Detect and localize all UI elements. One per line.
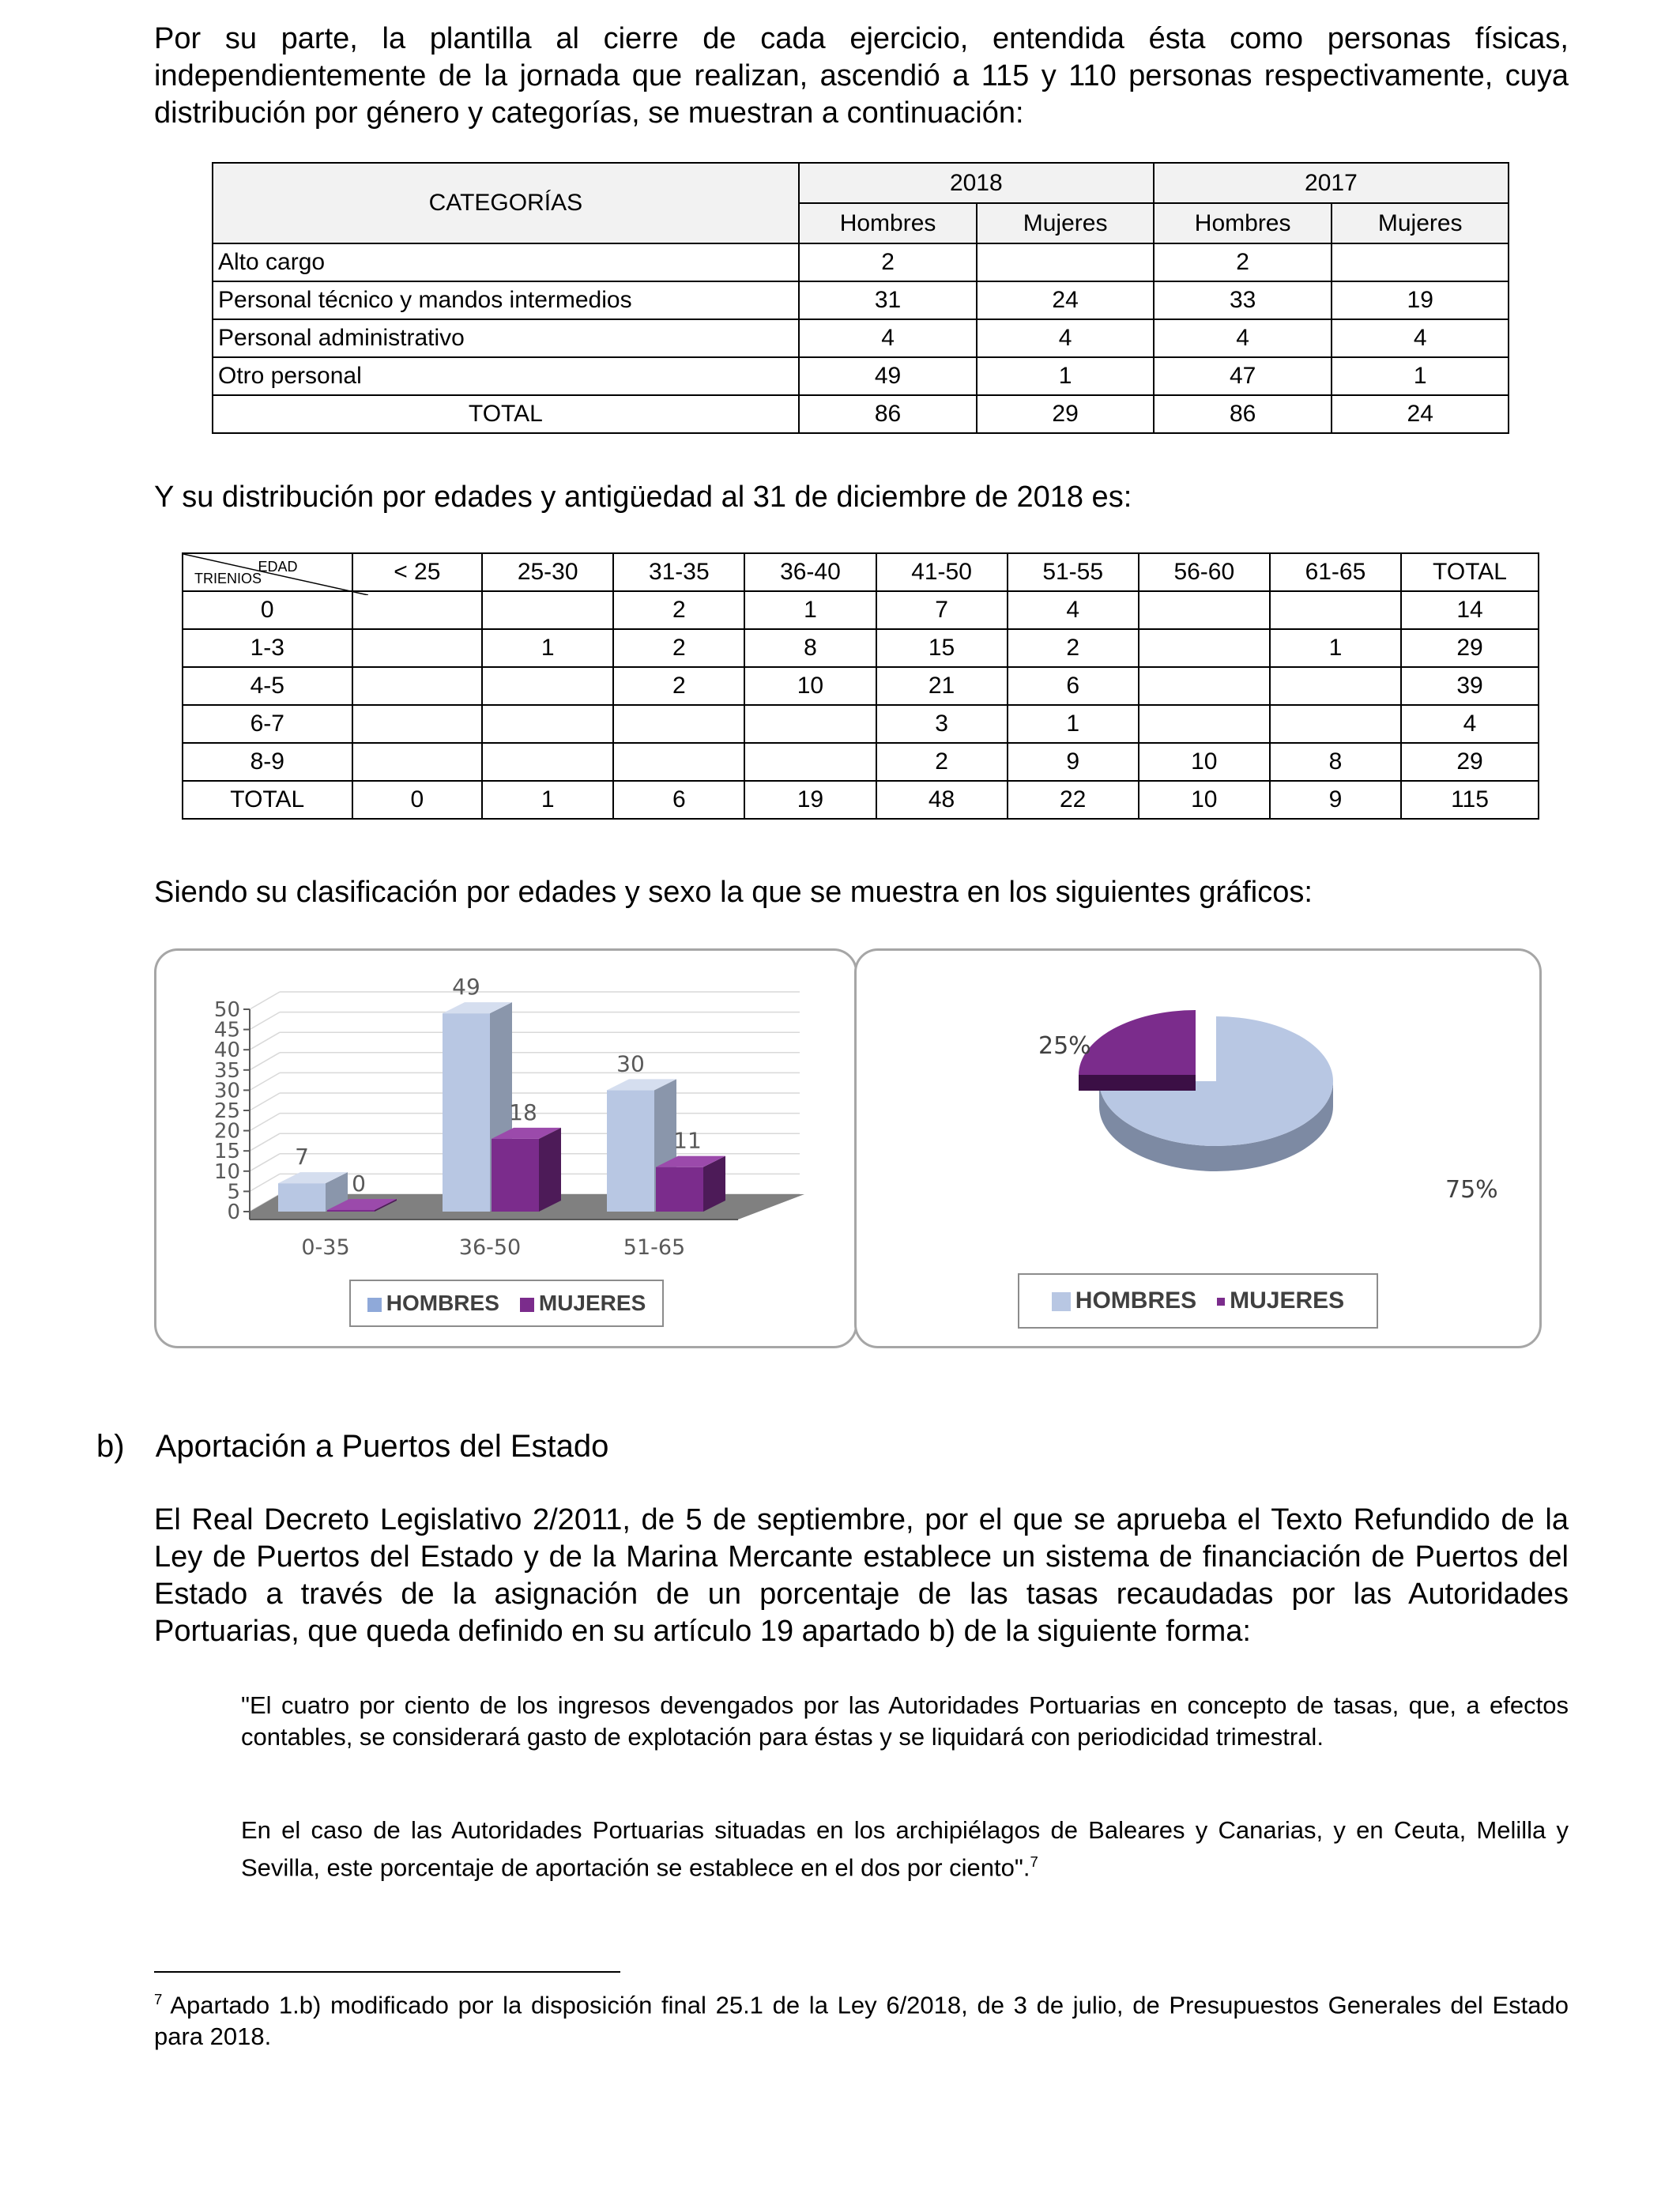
age-value-cell: 9: [1008, 743, 1139, 781]
age-value-cell: [1139, 591, 1270, 629]
age-value-cell: [352, 743, 483, 781]
subheader-mujeres-2017: Mujeres: [1332, 203, 1509, 243]
subheader-mujeres-2018: Mujeres: [977, 203, 1154, 243]
age-value-cell: 19: [744, 781, 876, 819]
x-tick-label: 0-35: [301, 1235, 350, 1260]
age-value-cell: 2: [613, 629, 744, 667]
bar-data-label: 7: [295, 1144, 309, 1171]
category-row: [213, 319, 1509, 357]
age-value-cell: 2: [613, 591, 744, 629]
age-column-header: 36-40: [744, 553, 876, 591]
gridline: [250, 1133, 280, 1151]
x-tick-label: 51-65: [623, 1235, 686, 1260]
category-value-cell: 4: [977, 319, 1154, 357]
trienio-label: 8-9: [183, 743, 352, 781]
category-value-cell: 2: [1154, 243, 1332, 281]
bar-mujeres-front: [656, 1167, 703, 1212]
pie-chart-legend: [1018, 1273, 1378, 1329]
section-b-title: Aportación a Puertos del Estado: [155, 1429, 609, 1464]
legend-label-mujeres: MUJERES: [538, 1291, 646, 1315]
category-label: TOTAL: [213, 395, 799, 433]
age-value-cell: [1270, 705, 1401, 743]
pie-legend-item-hombres: [1052, 1287, 1196, 1314]
age-value-cell: [482, 667, 613, 705]
age-value-cell: [613, 705, 744, 743]
subheader-hombres-2018: Hombres: [799, 203, 977, 243]
pie-label-hombres: 75%: [1445, 1176, 1498, 1204]
section-b-heading: [96, 1429, 608, 1465]
gridline: [250, 1174, 280, 1191]
age-value-cell: [744, 705, 876, 743]
trienio-row: [183, 629, 1539, 667]
age-value-cell: 39: [1401, 667, 1539, 705]
bar-hombres-front: [607, 1090, 654, 1212]
age-column-header: < 25: [352, 553, 483, 591]
legend-swatch-hombres: [367, 1298, 382, 1312]
age-value-cell: 1: [482, 781, 613, 819]
age-value-cell: 8: [744, 629, 876, 667]
category-header: CATEGORÍAS: [213, 163, 799, 243]
bar-data-label: 0: [352, 1171, 366, 1197]
y-tick-label: 25: [213, 1099, 240, 1123]
gridline: [250, 1032, 280, 1050]
corner-edad-label: EDAD: [258, 559, 298, 575]
pie-legend-swatch-mujeres: [1217, 1298, 1225, 1306]
bar-data-label: 18: [509, 1099, 537, 1125]
bar-mujeres-front: [492, 1139, 539, 1212]
y-tick-label: 35: [213, 1058, 240, 1083]
age-value-cell: 10: [744, 667, 876, 705]
category-value-cell: [1332, 243, 1509, 281]
age-value-cell: [744, 743, 876, 781]
age-value-cell: 22: [1008, 781, 1139, 819]
age-value-cell: [613, 743, 744, 781]
y-tick-label: 10: [213, 1159, 240, 1184]
age-value-cell: 48: [876, 781, 1008, 819]
trienio-row: [183, 705, 1539, 743]
age-value-cell: [352, 667, 483, 705]
quote-paragraph-1: "El cuatro por ciento de los ingresos devengados por las Autoridades Portuarias en concepto de tasas, que, a efectos contables, se considerará gasto de explotación para éstas y se liquidará con periodicidad trimestral.: [241, 1691, 1569, 1751]
y-tick-label: 30: [213, 1079, 240, 1103]
age-value-cell: [1139, 705, 1270, 743]
age-value-cell: 7: [876, 591, 1008, 629]
category-value-cell: 24: [1332, 395, 1509, 433]
gridline: [250, 1053, 280, 1070]
table-corner-cell: [183, 553, 352, 591]
age-value-cell: 3: [876, 705, 1008, 743]
bar-chart-frame: [154, 948, 857, 1348]
category-value-cell: 31: [799, 281, 977, 319]
y-tick-label: 50: [213, 998, 240, 1022]
category-label: Alto cargo: [213, 243, 799, 281]
age-value-cell: 1: [1270, 629, 1401, 667]
age-column-header: 31-35: [613, 553, 744, 591]
category-value-cell: 33: [1154, 281, 1332, 319]
age-value-cell: 9: [1270, 781, 1401, 819]
trienio-row: [183, 591, 1539, 629]
age-value-cell: [1139, 667, 1270, 705]
pie-slice-mujeres: [1079, 1010, 1196, 1075]
category-row: [213, 281, 1509, 319]
age-value-cell: [1270, 667, 1401, 705]
footnote: [154, 1984, 1569, 2053]
bar-hombres-front: [278, 1183, 326, 1212]
age-value-cell: 29: [1401, 629, 1539, 667]
pie-chart-frame: [854, 948, 1542, 1348]
trienio-label: 1-3: [183, 629, 352, 667]
age-value-cell: 6: [613, 781, 744, 819]
age-column-header: 56-60: [1139, 553, 1270, 591]
legend-label-hombres: HOMBRES: [386, 1291, 499, 1315]
y-tick-label: 45: [213, 1018, 240, 1042]
age-value-cell: 21: [876, 667, 1008, 705]
category-row: [213, 243, 1509, 281]
age-value-cell: 6: [1008, 667, 1139, 705]
section-b-marker: b): [96, 1429, 125, 1464]
bar-mujeres-front: [327, 1210, 375, 1212]
footnote-text: Apartado 1.b) modificado por la disposición final 25.1 de la Ley 6/2018, de 3 de julio, de Presupuestos Generales del Estado para 2018.: [154, 1991, 1569, 2051]
category-value-cell: 4: [1332, 319, 1509, 357]
trienio-label: TOTAL: [183, 781, 352, 819]
gridline: [250, 1154, 280, 1171]
age-value-cell: 15: [876, 629, 1008, 667]
bar-data-label: 30: [616, 1050, 645, 1077]
category-value-cell: 4: [799, 319, 977, 357]
intro-paragraph: Por su parte, la plantilla al cierre de cada ejercicio, entendida ésta como personas físicas, independientemente de la jornada que realizan, ascendió a 115 y 110 personas respectivamente, cuya distribución por género y categorías, se muestran a continuación:: [154, 22, 1569, 130]
category-value-cell: 1: [977, 357, 1154, 395]
age-value-cell: 2: [876, 743, 1008, 781]
y-tick-label: 40: [213, 1039, 240, 1063]
age-column-header: 61-65: [1270, 553, 1401, 591]
legend-item-hombres: [367, 1291, 499, 1316]
age-seniority-table: [182, 552, 1539, 820]
trienio-row: [183, 743, 1539, 781]
category-row: [213, 395, 1509, 433]
age-value-cell: [1270, 591, 1401, 629]
y-tick-label: 5: [227, 1180, 240, 1204]
trienio-row: [183, 667, 1539, 705]
age-value-cell: 1: [1008, 705, 1139, 743]
bar-chart-legend: [349, 1280, 664, 1327]
trienio-label: 4-5: [183, 667, 352, 705]
gridline: [250, 992, 280, 1009]
pie-legend-label-hombres: HOMBRES: [1075, 1287, 1197, 1314]
subheader-hombres-2017: Hombres: [1154, 203, 1332, 243]
pie-legend-item-mujeres: [1217, 1287, 1344, 1314]
y-tick-label: 15: [213, 1140, 240, 1164]
pie-legend-swatch-hombres: [1052, 1292, 1071, 1311]
legend-item-mujeres: [520, 1291, 646, 1316]
gridline: [250, 1012, 280, 1030]
age-value-cell: 10: [1139, 781, 1270, 819]
category-value-cell: [977, 243, 1154, 281]
age-value-cell: 2: [613, 667, 744, 705]
age-intro: Y su distribución por edades y antigüedad al 31 de diciembre de 2018 es:: [154, 481, 1132, 514]
gridline: [250, 1093, 280, 1110]
age-value-cell: [482, 591, 613, 629]
age-value-cell: 29: [1401, 743, 1539, 781]
category-label: Personal técnico y mandos intermedios: [213, 281, 799, 319]
age-value-cell: 2: [1008, 629, 1139, 667]
decree-paragraph: El Real Decreto Legislativo 2/2011, de 5 de septiembre, por el que se aprueba el Texto Refundido de la Ley de Puertos del Estado y de la Marina Mercante establece un sistema de financiación de Puertos del Estado a través de la asignación de un porcentaje de las tasas recaudadas por las Autoridades Portuarias, que queda definido en su artículo 19 apartado b) de la siguiente forma:: [154, 1503, 1569, 1648]
age-column-header: TOTAL: [1401, 553, 1539, 591]
legend-swatch-mujeres: [520, 1298, 534, 1312]
age-value-cell: 14: [1401, 591, 1539, 629]
category-value-cell: 47: [1154, 357, 1332, 395]
age-value-cell: 4: [1008, 591, 1139, 629]
age-column-header: 41-50: [876, 553, 1008, 591]
y-tick-label: 20: [213, 1119, 240, 1144]
bar-data-label: 11: [673, 1127, 702, 1154]
category-value-cell: 49: [799, 357, 977, 395]
trienio-label: 6-7: [183, 705, 352, 743]
gridline: [250, 1072, 280, 1090]
age-column-header: 25-30: [482, 553, 613, 591]
category-label: Personal administrativo: [213, 319, 799, 357]
x-tick-label: 36-50: [458, 1235, 522, 1260]
category-value-cell: 86: [799, 395, 977, 433]
bar-data-label: 49: [452, 974, 480, 1001]
age-value-cell: [352, 705, 483, 743]
age-value-cell: [1139, 629, 1270, 667]
age-value-cell: 8: [1270, 743, 1401, 781]
age-value-cell: 1: [482, 629, 613, 667]
corner-trienios-label: TRIENIOS: [194, 571, 262, 586]
age-column-header: 51-55: [1008, 553, 1139, 591]
category-row: [213, 357, 1509, 395]
bar-hombres-front: [443, 1013, 490, 1212]
pie-slice-mujeres-side: [1079, 1075, 1196, 1091]
age-value-cell: [482, 743, 613, 781]
trienio-label: 0: [183, 591, 352, 629]
quote-paragraph-2-text: En el caso de las Autoridades Portuarias situadas en los archipiélagos de Baleares y Canarias, y en Ceuta, Melilla y Sevilla, este porcentaje de aportación se establece en el dos por ciento".: [241, 1816, 1569, 1882]
age-value-cell: 10: [1139, 743, 1270, 781]
pie-legend-label-mujeres: MUJERES: [1230, 1287, 1345, 1314]
y-tick-label: 0: [227, 1201, 240, 1224]
category-value-cell: 1: [1332, 357, 1509, 395]
year-header-2018: 2018: [799, 163, 1154, 203]
quote-paragraph-2: [241, 1815, 1569, 1883]
age-value-cell: [352, 629, 483, 667]
category-label: Otro personal: [213, 357, 799, 395]
category-value-cell: 4: [1154, 319, 1332, 357]
trienio-row: [183, 781, 1539, 819]
pie-label-mujeres: 25%: [1038, 1032, 1091, 1060]
footnote-separator: [154, 1971, 620, 1973]
gridline: [250, 1114, 280, 1131]
category-value-cell: 19: [1332, 281, 1509, 319]
category-value-cell: 2: [799, 243, 977, 281]
age-value-cell: 4: [1401, 705, 1539, 743]
age-value-cell: 1: [744, 591, 876, 629]
age-value-cell: [352, 591, 483, 629]
category-value-cell: 86: [1154, 395, 1332, 433]
category-value-cell: 29: [977, 395, 1154, 433]
age-value-cell: 115: [1401, 781, 1539, 819]
footnote-reference[interactable]: 7: [1030, 1853, 1038, 1870]
staff-category-table: [212, 162, 1509, 434]
charts-intro: Siendo su clasificación por edades y sexo la que se muestra en los siguientes gráficos:: [154, 876, 1313, 909]
age-value-cell: [482, 705, 613, 743]
footnote-marker: 7: [154, 1991, 163, 2007]
bar-mujeres-side: [539, 1128, 561, 1212]
category-value-cell: 24: [977, 281, 1154, 319]
age-value-cell: 0: [352, 781, 483, 819]
year-header-2017: 2017: [1154, 163, 1509, 203]
